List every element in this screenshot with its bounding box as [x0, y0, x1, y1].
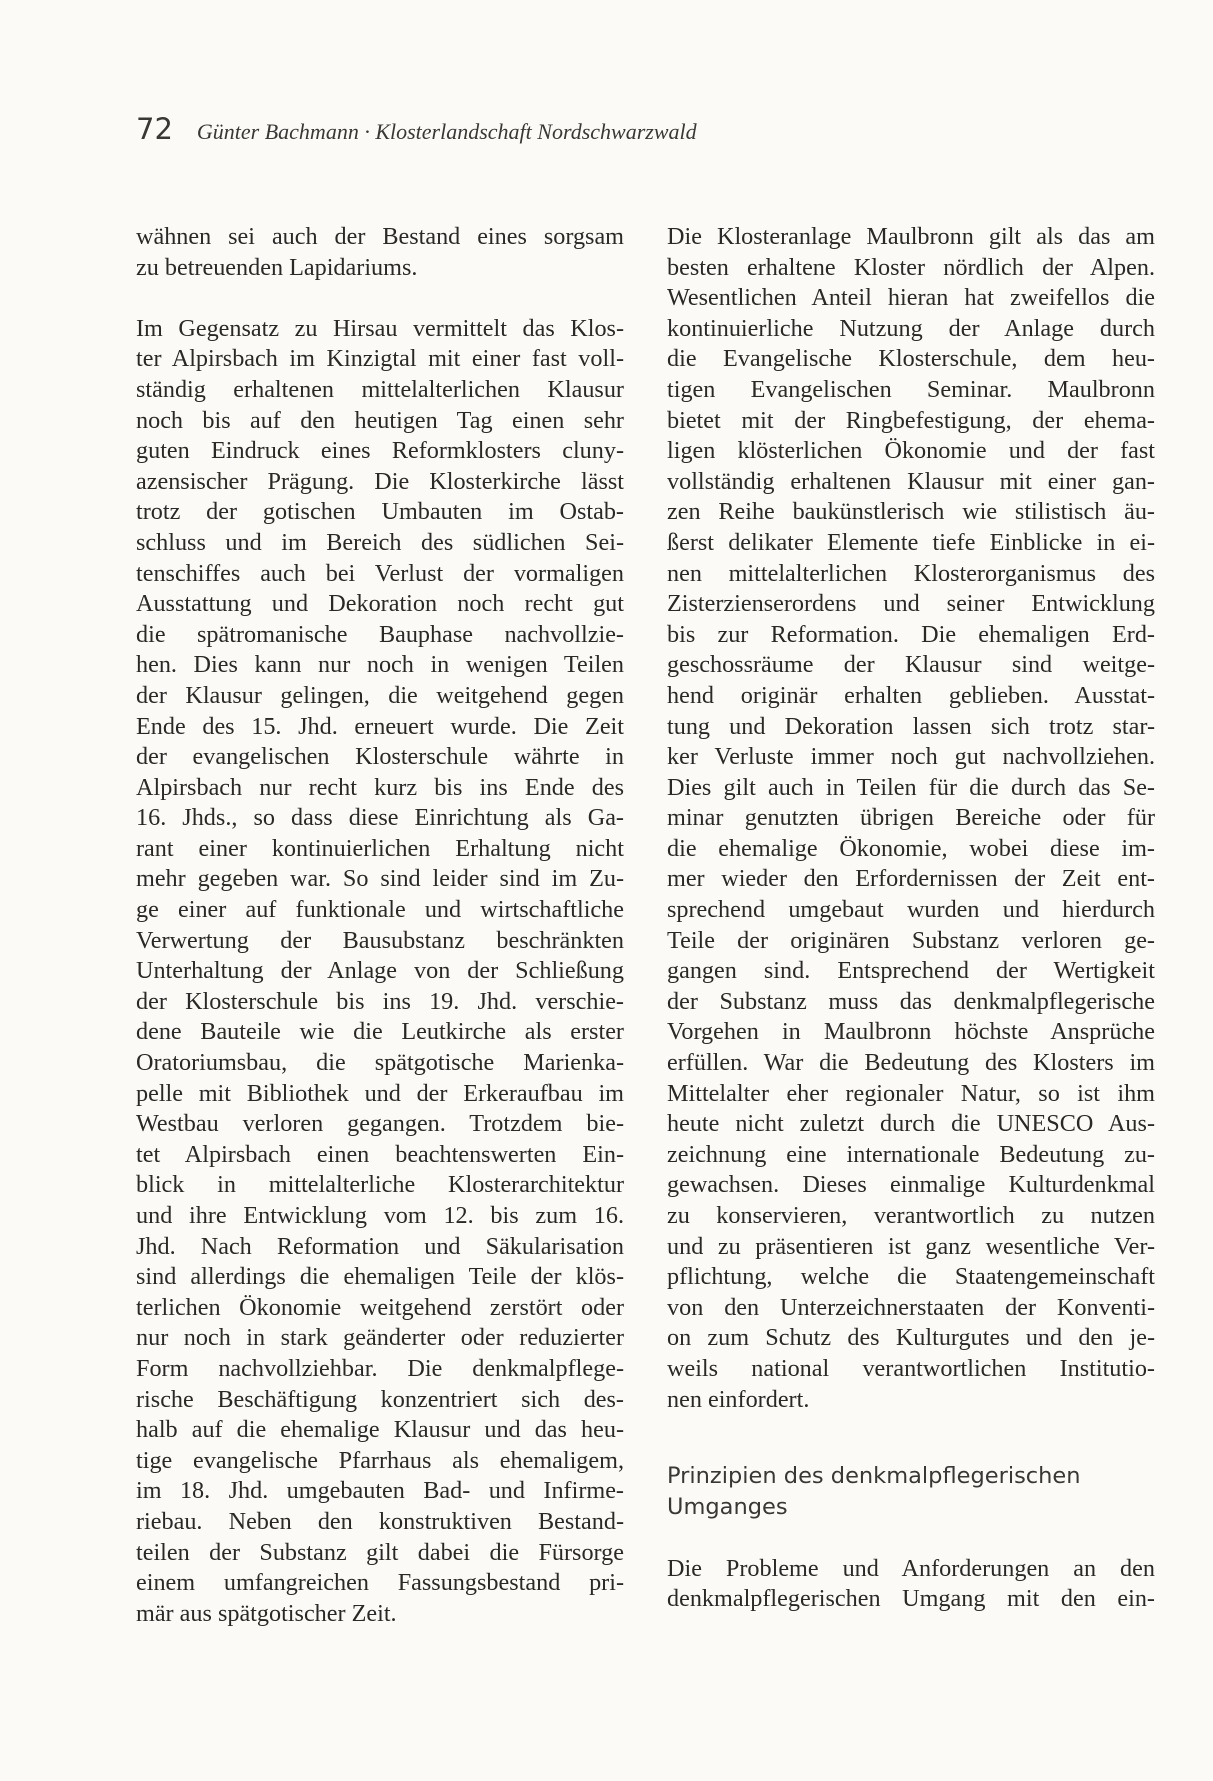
- text-line: Oratoriumsbau, die spätgotische Marienka-: [136, 1049, 624, 1077]
- text-line: geschossräume der Klausur sind weitge-: [667, 651, 1155, 679]
- text-line: einem umfangreichen Fassungsbestand pri-: [136, 1569, 624, 1597]
- text-line: tigen Evangelischen Seminar. Maulbronn: [667, 375, 1155, 403]
- text-line: der evangelischen Klosterschule währte in: [136, 743, 624, 771]
- text-line: mär aus spätgotischer Zeit.: [136, 1599, 397, 1627]
- text-line: tenschiffes auch bei Verlust der vormaligen: [136, 559, 624, 587]
- text-line: on zum Schutz des Kulturgutes und den je-: [667, 1324, 1155, 1352]
- text-line: teilen der Substanz gilt dabei die Fürsorge: [136, 1538, 624, 1566]
- text-line: azensischer Prägung. Die Klosterkirche lässt: [136, 467, 624, 495]
- left-paragraph-1: [136, 222, 624, 283]
- running-header: [136, 112, 697, 146]
- text-line: weils national verantwortlichen Institutio-: [667, 1354, 1155, 1382]
- left-column: [136, 222, 624, 1629]
- text-line: der Substanz muss das denkmalpflegerische: [667, 987, 1155, 1015]
- text-line: Ausstattung und Dekoration noch recht gut: [136, 590, 624, 618]
- text-line: Mittelalter eher regionaler Natur, so ist ihm: [667, 1079, 1155, 1107]
- text-line: nen mittelalterlichen Klosterorganismus des: [667, 559, 1155, 587]
- text-line: ter Alpirsbach im Kinzigtal mit einer fast voll-: [136, 345, 624, 373]
- text-line: kontinuierliche Nutzung der Anlage durch: [667, 314, 1155, 342]
- text-line: Verwertung der Bausubstanz beschränkten: [136, 926, 624, 954]
- text-line: rant einer kontinuierlichen Erhaltung nicht: [136, 834, 624, 862]
- heading-line: Prinzipien des denkmalpflegerischen: [667, 1463, 1081, 1490]
- text-line: halb auf die ehemalige Klausur und das heu-: [136, 1416, 624, 1444]
- text-line: riebau. Neben den konstruktiven Bestand-: [136, 1507, 624, 1535]
- text-line: wähnen sei auch der Bestand eines sorgsam: [136, 223, 624, 250]
- text-line: mer wieder den Erfordernissen der Zeit ent-: [667, 865, 1155, 893]
- text-line: trotz der gotischen Umbauten im Ostab-: [136, 498, 624, 526]
- text-line: nur noch in stark geänderter oder reduzierter: [136, 1324, 624, 1352]
- text-line: Wesentlichen Anteil hieran hat zweifellos die: [667, 284, 1155, 312]
- text-line: ker Verluste immer noch gut nachvollziehen.: [667, 743, 1155, 771]
- text-line: terlichen Ökonomie weitgehend zerstört oder: [136, 1293, 624, 1321]
- text-line: von den Unterzeichnerstaaten der Konventi-: [667, 1293, 1155, 1321]
- text-line: die Evangelische Klosterschule, dem heu-: [667, 345, 1155, 373]
- text-line: und ihre Entwicklung vom 12. bis zum 16.: [136, 1202, 624, 1229]
- heading-line: Umganges: [667, 1494, 788, 1521]
- text-line: gangen sind. Entsprechend der Wertigkeit: [667, 957, 1155, 985]
- text-line: noch bis auf den heutigen Tag einen sehr: [136, 406, 624, 434]
- text-line: zu konservieren, verantwortlich zu nutzen: [667, 1202, 1155, 1229]
- text-line: Die Klosteranlage Maulbronn gilt als das am: [667, 223, 1155, 250]
- running-title: Günter Bachmann · Klosterlandschaft Nordschwarzwald: [196, 119, 697, 144]
- text-line: heute nicht zuletzt durch die UNESCO Aus-: [667, 1110, 1155, 1138]
- text-line: Zisterzienserordens und seiner Entwicklung: [667, 590, 1155, 618]
- text-line: guten Eindruck eines Reformklosters cluny-: [136, 437, 624, 465]
- text-line: Im Gegensatz zu Hirsau vermittelt das Klos-: [136, 314, 624, 342]
- text-line: ständig erhaltenen mittelalterlichen Klausur: [136, 375, 624, 403]
- text-line: tung und Dekoration lassen sich trotz star-: [667, 712, 1155, 740]
- text-line: schluss und im Bereich des südlichen Sei-: [136, 528, 624, 556]
- text-line: Dies gilt auch in Teilen für die durch das Se-: [667, 773, 1155, 801]
- text-line: pflichtung, welche die Staatengemeinschaft: [667, 1263, 1155, 1291]
- text-line: der Klausur gelingen, die weitgehend gegen: [136, 681, 624, 709]
- text-line: Die Probleme und Anforderungen an den: [667, 1554, 1155, 1582]
- text-line: bietet mit der Ringbefestigung, der ehema-: [667, 406, 1155, 434]
- page-number: 72: [136, 112, 173, 146]
- text-line: die spätromanische Bauphase nachvollzie-: [136, 620, 624, 648]
- text-line: hend originär erhalten geblieben. Ausstat-: [667, 681, 1155, 709]
- text-line: ligen klösterlichen Ökonomie und der fast: [667, 437, 1155, 465]
- text-line: sind allerdings die ehemaligen Teile der klös-: [136, 1263, 624, 1291]
- text-line: Westbau verloren gegangen. Trotzdem bie-: [136, 1110, 624, 1138]
- text-line: ßerst delikater Elemente tiefe Einblicke in ei-: [667, 528, 1155, 556]
- right-paragraph-2: [667, 1554, 1155, 1615]
- text-line: Vorgehen in Maulbronn höchste Ansprüche: [667, 1018, 1155, 1046]
- text-line: blick in mittelalterliche Klosterarchitektur: [136, 1171, 624, 1199]
- text-line: 16. Jhds., so dass diese Einrichtung als Ga-: [136, 804, 624, 832]
- text-line: der Klosterschule bis ins 19. Jhd. verschie-: [136, 987, 624, 1015]
- text-line: vollständig erhaltenen Klausur mit einer gan-: [667, 467, 1155, 495]
- text-line: zen Reihe baukünstlerisch wie stilistisch äu-: [667, 498, 1155, 526]
- left-paragraph-2: [136, 314, 624, 1630]
- text-line: Ende des 15. Jhd. erneuert wurde. Die Zeit: [136, 712, 624, 740]
- right-column: [667, 222, 1155, 1615]
- text-line: besten erhaltene Kloster nördlich der Alpen.: [667, 253, 1155, 281]
- text-line: Unterhaltung der Anlage von der Schließung: [136, 957, 624, 985]
- text-line: Form nachvollziehbar. Die denkmalpflege-: [136, 1354, 624, 1382]
- text-line: Jhd. Nach Reformation und Säkularisation: [136, 1232, 624, 1260]
- text-line: sprechend umgebaut wurden und hierdurch: [667, 896, 1155, 924]
- text-line: gewachsen. Dieses einmalige Kulturdenkmal: [667, 1171, 1155, 1199]
- text-line: die ehemalige Ökonomie, wobei diese im-: [667, 834, 1155, 862]
- text-line: nen einfordert.: [667, 1385, 810, 1413]
- text-line: Teile der originären Substanz verloren ge-: [667, 926, 1155, 954]
- text-line: dene Bauteile wie die Leutkirche als erster: [136, 1018, 624, 1046]
- text-line: zeichnung eine internationale Bedeutung zu-: [667, 1140, 1155, 1168]
- text-line: ge einer auf funktionale und wirtschaftliche: [136, 896, 624, 924]
- text-line: im 18. Jhd. umgebauten Bad- und Infirme-: [136, 1477, 624, 1505]
- text-line: rische Beschäftigung konzentriert sich des-: [136, 1385, 624, 1413]
- text-line: pelle mit Bibliothek und der Erkeraufbau im: [136, 1079, 624, 1107]
- text-line: minar genutzten übrigen Bereiche oder für: [667, 804, 1155, 832]
- section-heading: [667, 1461, 1155, 1523]
- text-line: und zu präsentieren ist ganz wesentliche Ver-: [667, 1232, 1155, 1260]
- text-line: denkmalpflegerischen Umgang mit den ein-: [667, 1585, 1155, 1613]
- text-line: Alpirsbach nur recht kurz bis ins Ende des: [136, 773, 624, 801]
- text-line: bis zur Reformation. Die ehemaligen Erd-: [667, 620, 1155, 648]
- text-line: mehr gegeben war. So sind leider sind im Zu-: [136, 865, 624, 893]
- text-line: hen. Dies kann nur noch in wenigen Teilen: [136, 651, 624, 679]
- text-line: tige evangelische Pfarrhaus als ehemaligem,: [136, 1446, 624, 1474]
- text-line: tet Alpirsbach einen beachtenswerten Ein-: [136, 1140, 624, 1168]
- right-paragraph-1: [667, 222, 1155, 1415]
- text-line: erfüllen. War die Bedeutung des Klosters im: [667, 1049, 1155, 1077]
- text-line: zu betreuenden Lapidariums.: [136, 253, 418, 281]
